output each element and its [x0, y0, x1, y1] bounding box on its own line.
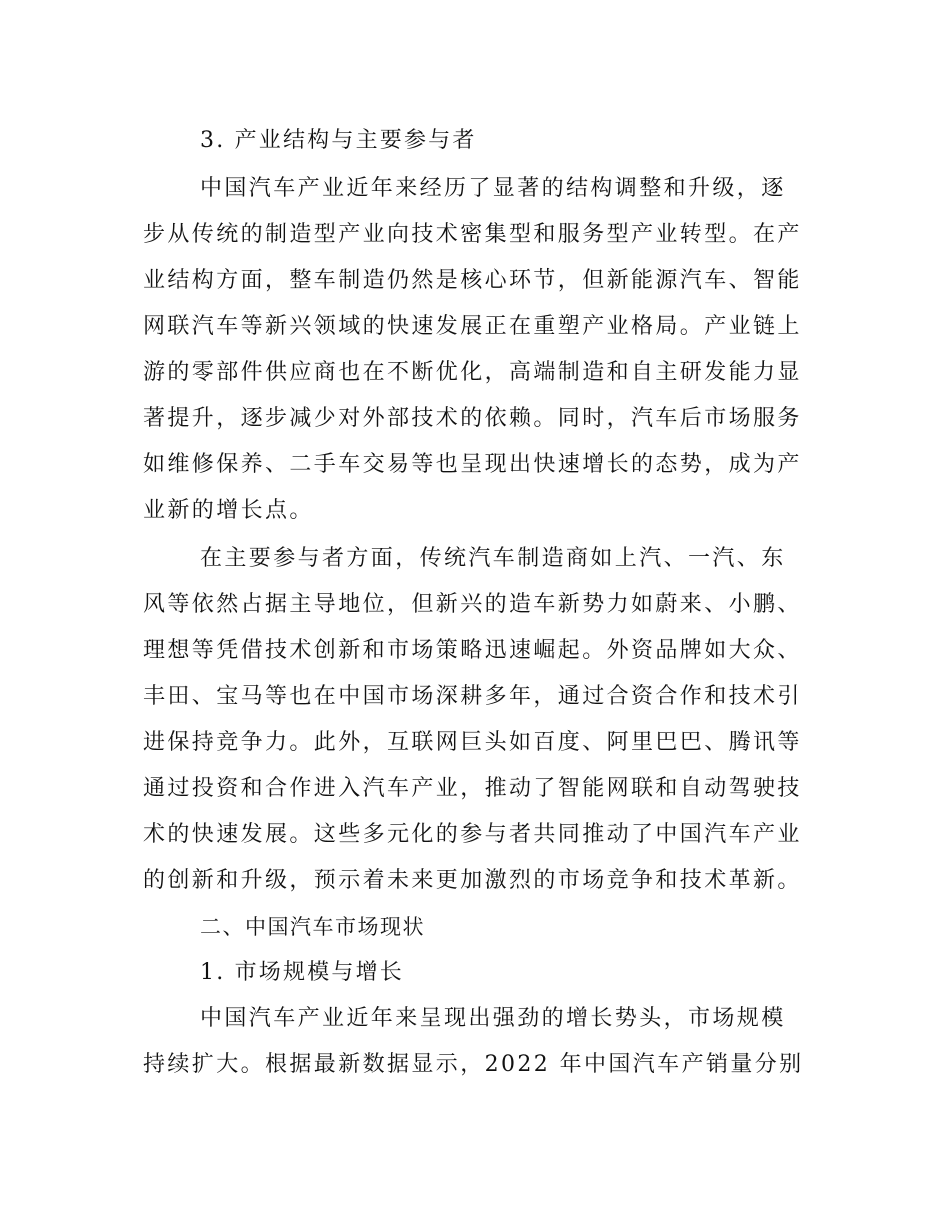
paragraph-industry-structure	[143, 166, 809, 534]
text-line: 业新的增长点。	[143, 498, 314, 523]
section-heading-market-status: 二、中国汽车市场现状	[200, 915, 425, 939]
text-line: 持续扩大。根据最新数据显示，2022 年中国汽车产销量分别	[143, 1052, 804, 1077]
text-line: 在主要参与者方面，传统汽车制造商如上汽、一汽、东	[200, 546, 786, 571]
text-line: 如维修保养、二手车交易等也呈现出快速增长的态势，成为产	[143, 452, 802, 477]
text-line: 通过投资和合作进入汽车产业，推动了智能网联和自动驾驶技	[143, 776, 802, 801]
subsection-heading-market-size: 1. 市场规模与增长	[200, 960, 404, 985]
text-line: 丰田、宝马等也在中国市场深耕多年，通过合资合作和技术引	[143, 684, 802, 709]
text-line: 的创新和升级，预示着未来更加激烈的市场竞争和技术革新。	[143, 868, 802, 893]
text-line: 理想等凭借技术创新和市场策略迅速崛起。外资品牌如大众、	[143, 638, 802, 663]
text-line: 游的零部件供应商也在不断优化，高端制造和自主研发能力显	[143, 360, 802, 385]
text-line: 进保持竞争力。此外，互联网巨头如百度、阿里巴巴、腾讯等	[143, 730, 802, 755]
paragraph-main-participants	[143, 536, 809, 904]
text-line: 中国汽车产业近年来呈现出强劲的增长势头，市场规模	[200, 1006, 786, 1031]
text-line: 步从传统的制造型产业向技术密集型和服务型产业转型。在产	[143, 222, 802, 247]
text-line: 网联汽车等新兴领域的快速发展正在重塑产业格局。产业链上	[143, 314, 802, 339]
section-heading-industry-structure: 3. 产业结构与主要参与者	[200, 128, 477, 153]
paragraph-market-size	[143, 996, 809, 1088]
text-line: 著提升，逐步减少对外部技术的依赖。同时，汽车后市场服务	[143, 406, 802, 431]
text-line: 业结构方面，整车制造仍然是核心环节，但新能源汽车、智能	[143, 268, 802, 293]
document-body	[143, 118, 809, 1088]
text-line: 风等依然占据主导地位，但新兴的造车新势力如蔚来、小鹏、	[143, 592, 802, 617]
text-line: 术的快速发展。这些多元化的参与者共同推动了中国汽车产业	[143, 822, 802, 847]
text-line: 中国汽车产业近年来经历了显著的结构调整和升级，逐	[200, 176, 786, 201]
